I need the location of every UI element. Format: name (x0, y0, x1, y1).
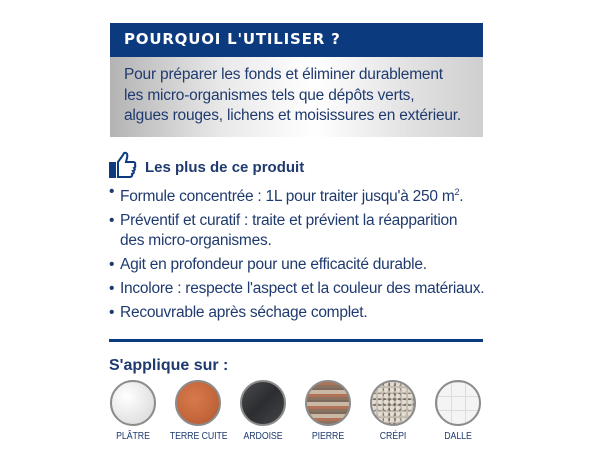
materials-row (109, 380, 485, 450)
pierre-swatch (305, 380, 351, 426)
platre-swatch (110, 380, 156, 426)
divider (109, 339, 483, 342)
list-item (109, 303, 489, 323)
applies-title: S'applique sur : (109, 357, 229, 374)
material-label: ARDOISE (243, 431, 283, 442)
list-item (109, 255, 489, 275)
intro-text (124, 65, 461, 127)
material-terre-cuite (166, 380, 230, 442)
section-title: POURQUOI L'UTILISER ? (124, 30, 341, 48)
material-label: PIERRE (311, 431, 345, 442)
list-item (109, 279, 489, 299)
item-text: Formule concentrée : 1L pour traiter jusqu'à 250 m (120, 188, 455, 205)
thumbs-up-icon (109, 151, 137, 179)
benefits-title: Les plus de ce produit (145, 158, 305, 176)
list-item (109, 182, 489, 207)
list-item (109, 211, 489, 251)
material-dalle (426, 380, 490, 442)
terre-cuite-swatch (175, 380, 221, 426)
benefits-heading (109, 151, 304, 179)
item-text: Préventif et curatif : traite et prévient la réapparition (120, 212, 458, 229)
crepi-swatch (370, 380, 416, 426)
material-crepi (361, 380, 425, 442)
benefits-list (109, 182, 489, 327)
superscript: 2 (454, 187, 460, 197)
material-label: DALLE (444, 431, 472, 442)
intro-line: Pour préparer les fonds et éliminer durablement (124, 66, 443, 83)
dalle-swatch (435, 380, 481, 426)
item-text: Incolore : respecte l'aspect et la couleur des matériaux. (120, 280, 485, 297)
material-platre (101, 380, 165, 442)
item-text: Agit en profondeur pour une efficacité durable. (120, 256, 427, 273)
material-ardoise (231, 380, 295, 442)
section-header (110, 23, 483, 57)
material-pierre (296, 380, 360, 442)
item-text: Recouvrable après séchage complet. (120, 304, 368, 321)
material-label: PLÂTRE (116, 431, 150, 442)
intro-line: algues rouges, lichens et moisissures en extérieur. (124, 107, 462, 124)
intro-line: les micro-organismes tels que dépôts verts, (124, 86, 415, 104)
item-tail: . (459, 188, 464, 205)
item-text-line2: des micro-organismes. (120, 232, 272, 249)
intro-box (110, 57, 483, 137)
material-label: CRÉPI (379, 431, 407, 442)
ardoise-swatch (240, 380, 286, 426)
material-label: TERRE CUITE (169, 431, 228, 442)
